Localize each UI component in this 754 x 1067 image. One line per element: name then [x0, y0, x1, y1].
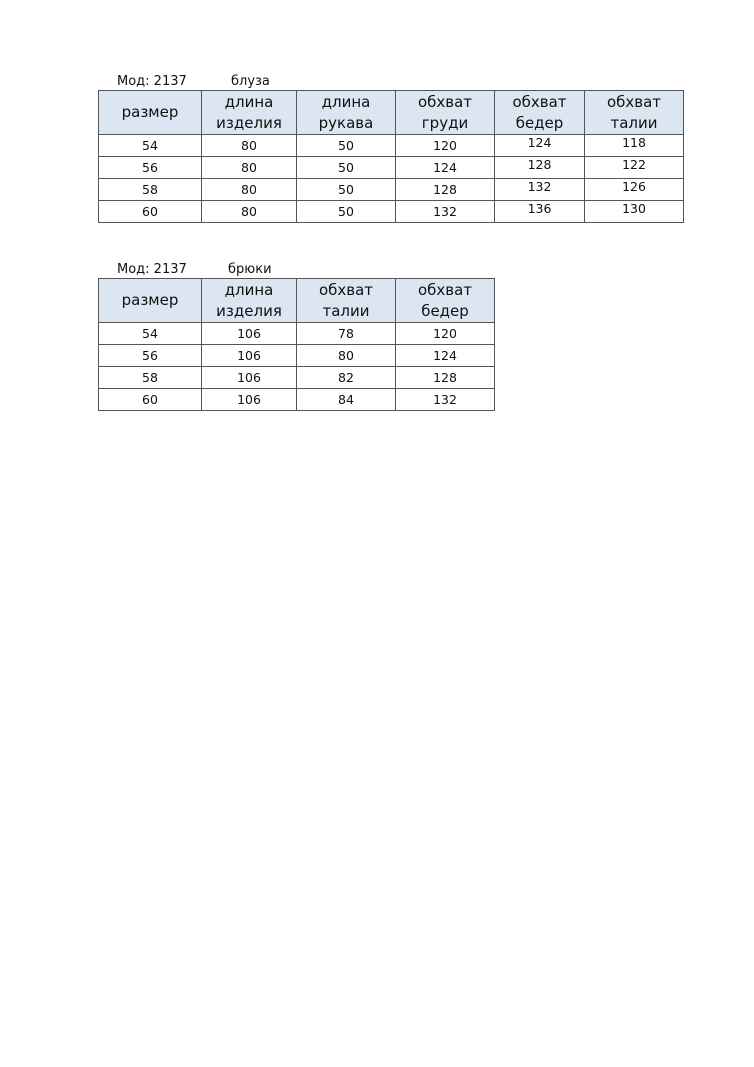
header-text: длина [224, 280, 274, 299]
header-text: изделия [216, 301, 282, 320]
header-text: размер [121, 291, 179, 309]
table-cell: 80 [202, 157, 297, 179]
trousers-size-table [98, 278, 495, 411]
table-cell: 80 [297, 345, 396, 367]
blouse-caption [0, 74, 754, 90]
table-cell: 120 [396, 323, 495, 345]
cell-text: 118 [622, 135, 646, 150]
table-cell [585, 135, 684, 157]
table-row [99, 367, 495, 389]
trousers-header-row [99, 279, 495, 323]
trousers-caption [0, 262, 754, 278]
table-row [99, 157, 684, 179]
header-text: обхват [606, 92, 662, 111]
table-cell [495, 201, 585, 223]
blouse-header-chest [396, 91, 495, 135]
table-row [99, 389, 495, 411]
header-text: талии [322, 301, 370, 320]
table-cell: 50 [297, 135, 396, 157]
cell-text: 132 [527, 179, 552, 194]
table-cell: 60 [99, 201, 202, 223]
cell-text: 124 [527, 135, 552, 150]
table-row [99, 179, 684, 201]
header-text: длина [321, 92, 371, 111]
blouse-header-waist [585, 91, 684, 135]
table-cell: 78 [297, 323, 396, 345]
table-cell: 106 [202, 345, 297, 367]
header-text: длина [224, 92, 274, 111]
table-cell: 124 [396, 345, 495, 367]
table-cell [495, 135, 585, 157]
trousers-item-label: брюки [228, 262, 272, 277]
header-text: обхват [318, 280, 374, 299]
table-cell: 82 [297, 367, 396, 389]
cell-text: 122 [622, 157, 646, 172]
table-cell: 80 [202, 135, 297, 157]
trousers-header-hips [396, 279, 495, 323]
header-text: изделия [216, 113, 282, 132]
table-cell: 106 [202, 389, 297, 411]
table-cell [495, 179, 585, 201]
table-cell [585, 179, 684, 201]
table-cell [495, 157, 585, 179]
header-text: размер [121, 103, 179, 121]
table-row [99, 135, 684, 157]
table-cell: 56 [99, 345, 202, 367]
table-cell: 80 [202, 201, 297, 223]
table-cell [585, 157, 684, 179]
blouse-item-label: блуза [231, 74, 270, 89]
trousers-header-length [202, 279, 297, 323]
header-text: бедер [515, 113, 564, 132]
table-cell: 58 [99, 179, 202, 201]
header-text: обхват [417, 280, 473, 299]
header-text: бедер [421, 301, 469, 320]
table-cell: 54 [99, 135, 202, 157]
cell-text: 128 [527, 157, 552, 172]
table-cell: 132 [396, 389, 495, 411]
trousers-header-size [99, 279, 202, 323]
header-text: рукава [318, 113, 374, 132]
table-cell: 106 [202, 323, 297, 345]
cell-text: 130 [622, 201, 646, 216]
cell-text: 136 [527, 201, 552, 216]
table-cell: 124 [396, 157, 495, 179]
trousers-model-label: Мод: 2137 [117, 262, 187, 277]
table-cell: 50 [297, 157, 396, 179]
header-text: обхват [512, 92, 567, 111]
table-cell: 128 [396, 367, 495, 389]
table-cell: 50 [297, 201, 396, 223]
table-cell: 50 [297, 179, 396, 201]
table-row [99, 323, 495, 345]
header-text: талии [610, 113, 658, 132]
cell-text: 126 [622, 179, 646, 194]
table-cell: 56 [99, 157, 202, 179]
table-cell: 132 [396, 201, 495, 223]
trousers-header-waist [297, 279, 396, 323]
table-cell: 106 [202, 367, 297, 389]
table-cell: 54 [99, 323, 202, 345]
header-text: обхват [417, 92, 473, 111]
blouse-header-size [99, 91, 202, 135]
table-row [99, 345, 495, 367]
table-cell: 84 [297, 389, 396, 411]
table-cell: 60 [99, 389, 202, 411]
blouse-header-row [99, 91, 684, 135]
table-cell: 58 [99, 367, 202, 389]
blouse-header-hips [495, 91, 585, 135]
table-cell: 128 [396, 179, 495, 201]
blouse-header-sleeve [297, 91, 396, 135]
table-row [99, 201, 684, 223]
table-cell [585, 201, 684, 223]
blouse-model-label: Мод: 2137 [117, 74, 187, 89]
blouse-size-table [98, 90, 684, 223]
blouse-header-length [202, 91, 297, 135]
table-cell: 120 [396, 135, 495, 157]
header-text: груди [421, 113, 469, 132]
table-cell: 80 [202, 179, 297, 201]
